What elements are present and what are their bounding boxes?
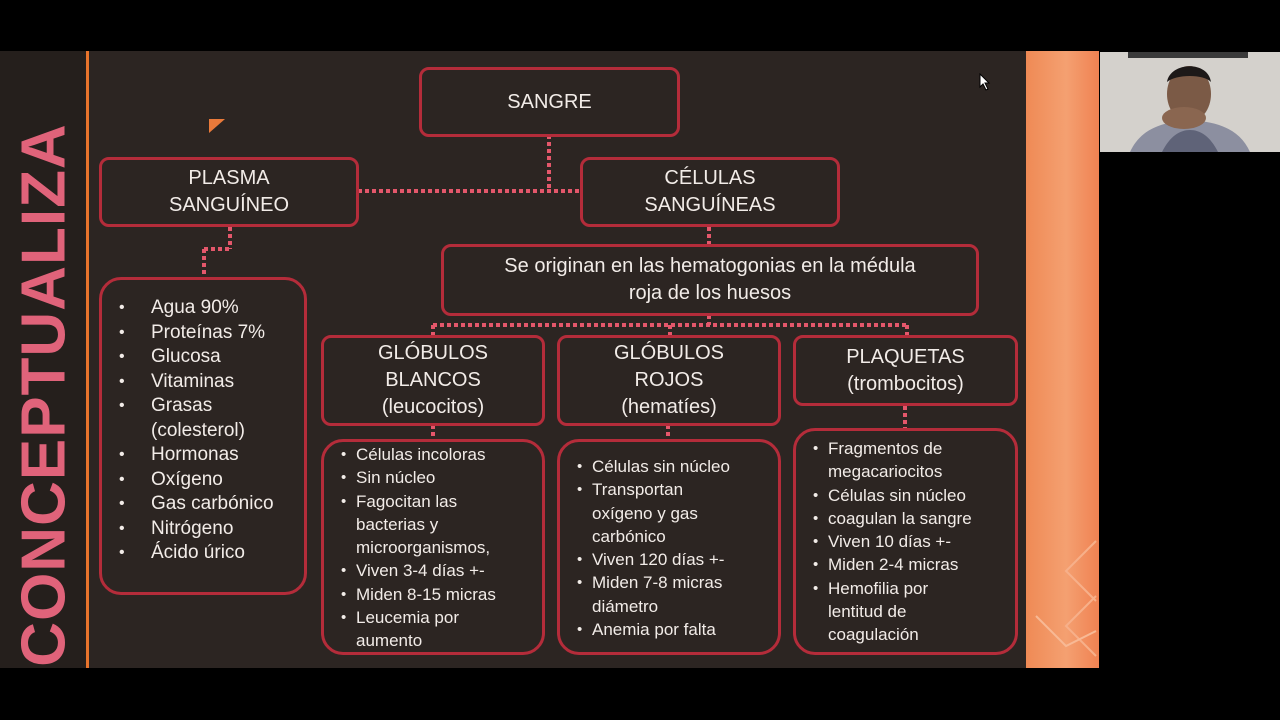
webcam-video-feed bbox=[1100, 52, 1280, 152]
list-item: • Glucosa bbox=[151, 345, 304, 370]
plaquetas-node bbox=[793, 335, 1018, 406]
plaquetas-items bbox=[796, 431, 1015, 647]
blancos-node bbox=[321, 335, 545, 426]
list-item: • Hormonas bbox=[151, 443, 304, 468]
rojos-items bbox=[560, 442, 778, 641]
list-item-continuation: bacterias y bbox=[356, 514, 439, 534]
list-item-continuation: coagulación bbox=[828, 625, 919, 645]
list-item: • coagulan la sangre bbox=[828, 507, 1015, 530]
celulas-title-line2: SANGUÍNEAS bbox=[644, 194, 776, 216]
plaquetas-details-list bbox=[793, 428, 1018, 655]
list-item-continuation: microorganismos, bbox=[356, 538, 491, 558]
list-item: • Viven 10 días +- bbox=[828, 530, 1015, 553]
list-item-continuation: diámetro bbox=[592, 596, 659, 616]
rojos-title-line3: (hematíes) bbox=[621, 396, 717, 418]
blancos-items bbox=[324, 442, 542, 653]
plaquetas-title-line1: PLAQUETAS bbox=[846, 345, 965, 368]
celulas-title-line1: CÉLULAS bbox=[664, 167, 756, 189]
list-item: • Agua 90% bbox=[151, 296, 304, 321]
sangre-node bbox=[419, 67, 680, 137]
list-item: • Transportan bbox=[592, 478, 778, 501]
list-item: • Gas carbónico bbox=[151, 492, 304, 517]
blancos-title-line2: BLANCOS bbox=[385, 369, 481, 391]
plaquetas-title-line2: (trombocitos) bbox=[847, 372, 964, 395]
blancos-title-line1: GLÓBULOS bbox=[377, 342, 489, 364]
list-item: • Oxígeno bbox=[151, 468, 304, 493]
rojos-details-list bbox=[557, 439, 781, 655]
celulas-node bbox=[580, 157, 840, 227]
list-item: • Proteínas 7% bbox=[151, 321, 304, 346]
list-item: • Miden 7-8 micras bbox=[592, 571, 778, 594]
list-item: • Células sin núcleo bbox=[592, 455, 778, 478]
list-item: • Fragmentos de bbox=[828, 437, 1015, 460]
origin-line2: roja de los huesos bbox=[628, 282, 792, 304]
list-item-continuation: lentitud de bbox=[828, 602, 907, 622]
origin-line1: Se originan en las hematogonias en la médula bbox=[504, 255, 916, 277]
list-item: • Fagocitan las bbox=[356, 490, 542, 513]
sangre-label: SANGRE bbox=[507, 90, 592, 113]
list-item-continuation: megacariocitos bbox=[828, 462, 943, 482]
rojos-title-line2: ROJOS bbox=[634, 369, 704, 391]
list-item-continuation: (colesterol) bbox=[151, 419, 245, 441]
list-item: • Miden 2-4 micras bbox=[828, 553, 1015, 576]
side-title: CONCEPTUALIZA bbox=[9, 123, 79, 667]
list-item-continuation: carbónico bbox=[592, 526, 666, 546]
blancos-details-list bbox=[321, 439, 545, 655]
presenter-video-icon bbox=[1100, 52, 1280, 152]
list-item: • Grasas bbox=[151, 394, 304, 419]
presentation-slide bbox=[0, 51, 1099, 668]
list-item: • Viven 120 días +- bbox=[592, 548, 778, 571]
list-item: • Miden 8-15 micras bbox=[356, 583, 542, 606]
list-item: • Células sin núcleo bbox=[828, 484, 1015, 507]
origin-node bbox=[441, 244, 979, 316]
plasma-node bbox=[99, 157, 359, 227]
list-item: • Vitaminas bbox=[151, 370, 304, 395]
list-item-continuation: aumento bbox=[356, 631, 423, 651]
list-item: • Sin núcleo bbox=[356, 466, 542, 489]
list-item: • Leucemia por bbox=[356, 606, 542, 629]
list-item: • Nitrógeno bbox=[151, 517, 304, 542]
plasma-title-line1: PLASMA bbox=[188, 167, 270, 189]
list-item: • Células incoloras bbox=[356, 443, 542, 466]
rojos-title-line1: GLÓBULOS bbox=[613, 342, 725, 364]
list-item: • Anemia por falta bbox=[592, 618, 778, 641]
plasma-title-line2: SANGUÍNEO bbox=[168, 194, 290, 216]
plasma-items bbox=[102, 280, 304, 566]
list-item: • Ácido úrico bbox=[151, 541, 304, 566]
list-item-continuation: oxígeno y gas bbox=[592, 503, 698, 523]
mouse-pointer-icon bbox=[979, 73, 991, 91]
rojos-node bbox=[557, 335, 781, 426]
blancos-title-line3: (leucocitos) bbox=[381, 396, 485, 418]
plasma-components-list bbox=[99, 277, 307, 595]
list-item: • Viven 3-4 días +- bbox=[356, 559, 542, 582]
list-item: • Hemofilia por bbox=[828, 577, 1015, 600]
